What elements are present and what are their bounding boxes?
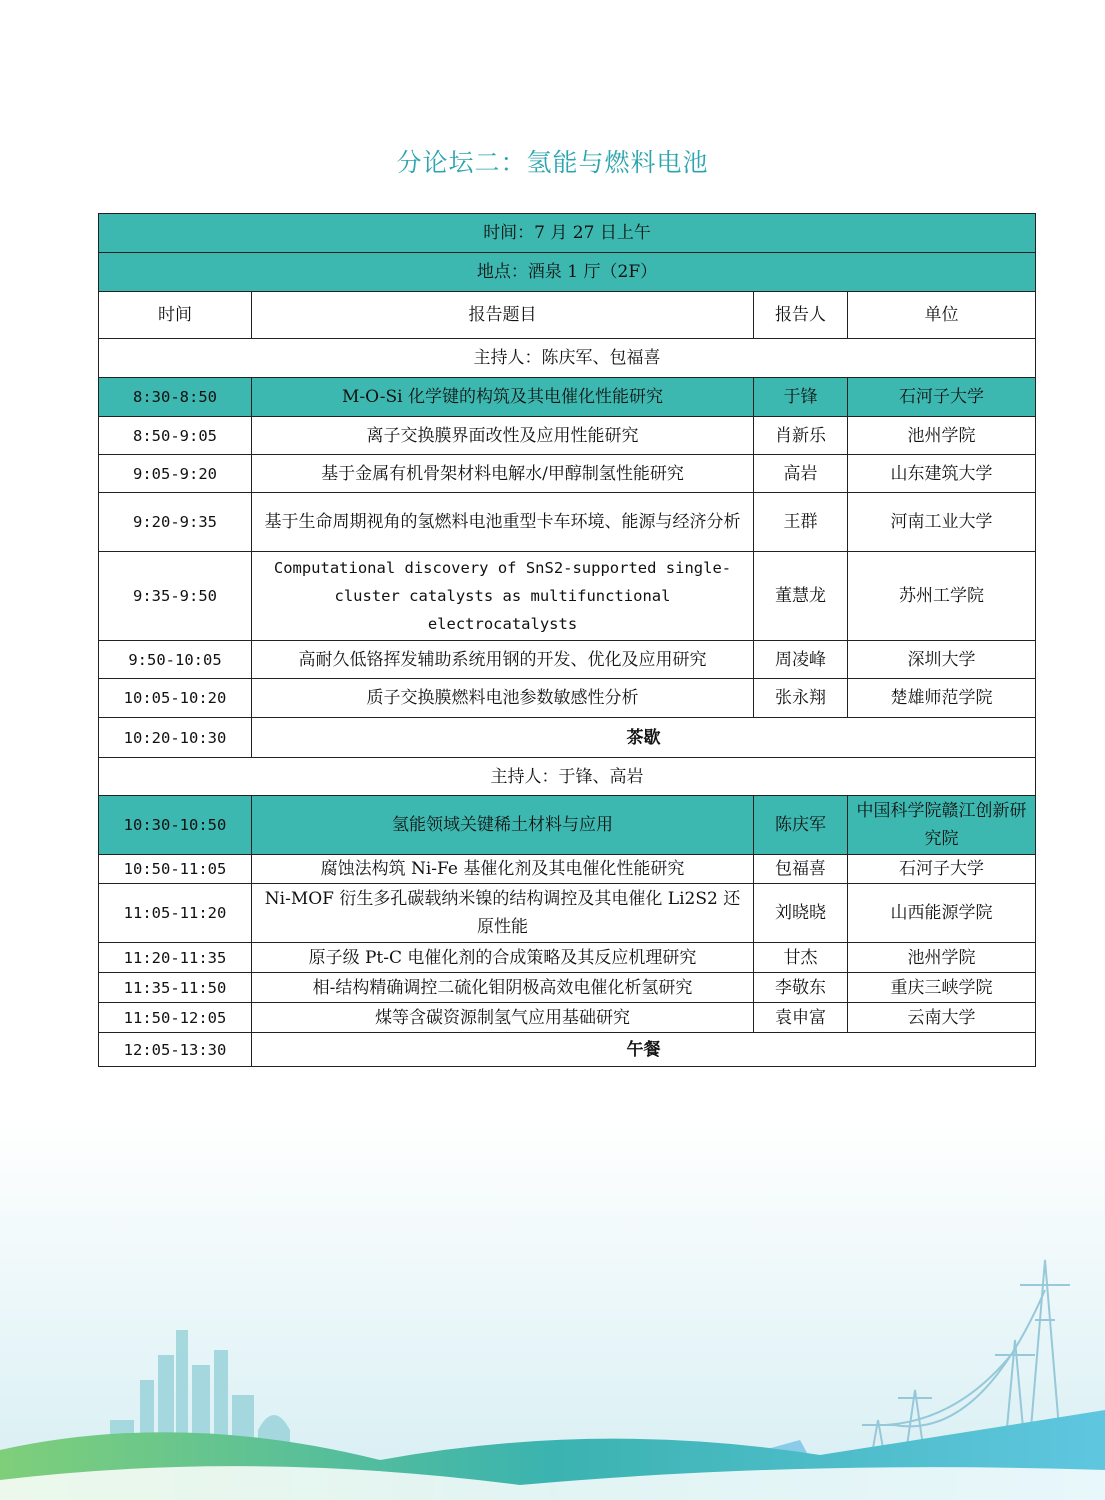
table-row (99, 493, 1036, 552)
row-unit: 重庆三峡学院 (848, 973, 1036, 1003)
info-row-time (99, 214, 1036, 253)
header-time: 时间 (99, 292, 252, 339)
row-speaker: 肖新乐 (754, 417, 848, 455)
host-row (99, 758, 1036, 796)
info-time: 时间：7 月 27 日上午 (99, 214, 1036, 253)
lunch-label: 午餐 (252, 1033, 1036, 1067)
row-topic: 相-结构精确调控二硫化钼阴极高效电催化析氢研究 (252, 973, 754, 1003)
decorative-background (0, 1120, 1105, 1500)
row-topic: 腐蚀法构筑 Ni-Fe 基催化剂及其电催化性能研究 (252, 855, 754, 884)
row-time: 10:05-10:20 (99, 679, 252, 718)
header-topic: 报告题目 (252, 292, 754, 339)
row-unit: 云南大学 (848, 1003, 1036, 1033)
header-row (99, 292, 1036, 339)
header-speaker: 报告人 (754, 292, 848, 339)
row-speaker: 高岩 (754, 455, 848, 493)
row-topic: 高耐久低铬挥发辅助系统用钢的开发、优化及应用研究 (252, 641, 754, 679)
row-topic: 离子交换膜界面改性及应用性能研究 (252, 417, 754, 455)
info-row-location (99, 253, 1036, 292)
row-topic: 基于金属有机骨架材料电解水/甲醇制氢性能研究 (252, 455, 754, 493)
row-unit: 山西能源学院 (848, 884, 1036, 943)
row-topic: 基于生命周期视角的氢燃料电池重型卡车环境、能源与经济分析 (252, 493, 754, 552)
break-row (99, 718, 1036, 758)
row-speaker: 刘晓晓 (754, 884, 848, 943)
table-row (99, 455, 1036, 493)
row-time: 11:50-12:05 (99, 1003, 252, 1033)
row-time: 8:30-8:50 (99, 378, 252, 417)
row-time: 11:05-11:20 (99, 884, 252, 943)
row-unit: 深圳大学 (848, 641, 1036, 679)
row-speaker: 陈庆军 (754, 796, 848, 855)
row-time: 10:30-10:50 (99, 796, 252, 855)
row-unit: 池州学院 (848, 943, 1036, 973)
lunch-time: 12:05-13:30 (99, 1033, 252, 1067)
table-row (99, 679, 1036, 718)
row-unit: 中国科学院赣江创新研究院 (848, 796, 1036, 855)
row-topic: M-O-Si 化学键的构筑及其电催化性能研究 (252, 378, 754, 417)
host-label: 主持人：于锋、高岩 (99, 758, 1036, 796)
row-topic: Computational discovery of SnS2-supported single-cluster catalysts as multifunctional electrocatalysts (252, 552, 754, 641)
table-row (99, 973, 1036, 1003)
row-unit: 石河子大学 (848, 378, 1036, 417)
row-speaker: 董慧龙 (754, 552, 848, 641)
row-speaker: 袁申富 (754, 1003, 848, 1033)
row-time: 9:20-9:35 (99, 493, 252, 552)
row-speaker: 于锋 (754, 378, 848, 417)
table-row (99, 378, 1036, 417)
break-label: 茶歇 (252, 718, 1036, 758)
row-topic: Ni-MOF 衍生多孔碳载纳米镍的结构调控及其电催化 Li2S2 还原性能 (252, 884, 754, 943)
table-row (99, 855, 1036, 884)
row-speaker: 甘杰 (754, 943, 848, 973)
row-time: 9:35-9:50 (99, 552, 252, 641)
row-speaker: 李敬东 (754, 973, 848, 1003)
row-speaker: 包福喜 (754, 855, 848, 884)
row-unit: 池州学院 (848, 417, 1036, 455)
row-speaker: 周凌峰 (754, 641, 848, 679)
row-time: 10:50-11:05 (99, 855, 252, 884)
row-speaker: 张永翔 (754, 679, 848, 718)
table-row (99, 943, 1036, 973)
row-time: 9:05-9:20 (99, 455, 252, 493)
break-time: 10:20-10:30 (99, 718, 252, 758)
table-row (99, 552, 1036, 641)
row-unit: 石河子大学 (848, 855, 1036, 884)
table-row (99, 884, 1036, 943)
row-unit: 山东建筑大学 (848, 455, 1036, 493)
host-row (99, 339, 1036, 378)
page-title: 分论坛二：氢能与燃料电池 (396, 148, 709, 177)
row-time: 9:50-10:05 (99, 641, 252, 679)
row-time: 11:20-11:35 (99, 943, 252, 973)
row-time: 11:35-11:50 (99, 973, 252, 1003)
row-unit: 苏州工学院 (848, 552, 1036, 641)
row-topic: 质子交换膜燃料电池参数敏感性分析 (252, 679, 754, 718)
row-topic: 煤等含碳资源制氢气应用基础研究 (252, 1003, 754, 1033)
schedule-table (98, 213, 1036, 1067)
host-label: 主持人：陈庆军、包福喜 (99, 339, 1036, 378)
table-row (99, 1003, 1036, 1033)
table-row (99, 417, 1036, 455)
row-unit: 河南工业大学 (848, 493, 1036, 552)
lunch-row (99, 1033, 1036, 1067)
table-row (99, 796, 1036, 855)
row-time: 8:50-9:05 (99, 417, 252, 455)
table-row (99, 641, 1036, 679)
row-topic: 氢能领域关键稀土材料与应用 (252, 796, 754, 855)
row-speaker: 王群 (754, 493, 848, 552)
row-unit: 楚雄师范学院 (848, 679, 1036, 718)
row-topic: 原子级 Pt-C 电催化剂的合成策略及其反应机理研究 (252, 943, 754, 973)
header-unit: 单位 (848, 292, 1036, 339)
info-location: 地点：酒泉 1 厅（2F） (99, 253, 1036, 292)
